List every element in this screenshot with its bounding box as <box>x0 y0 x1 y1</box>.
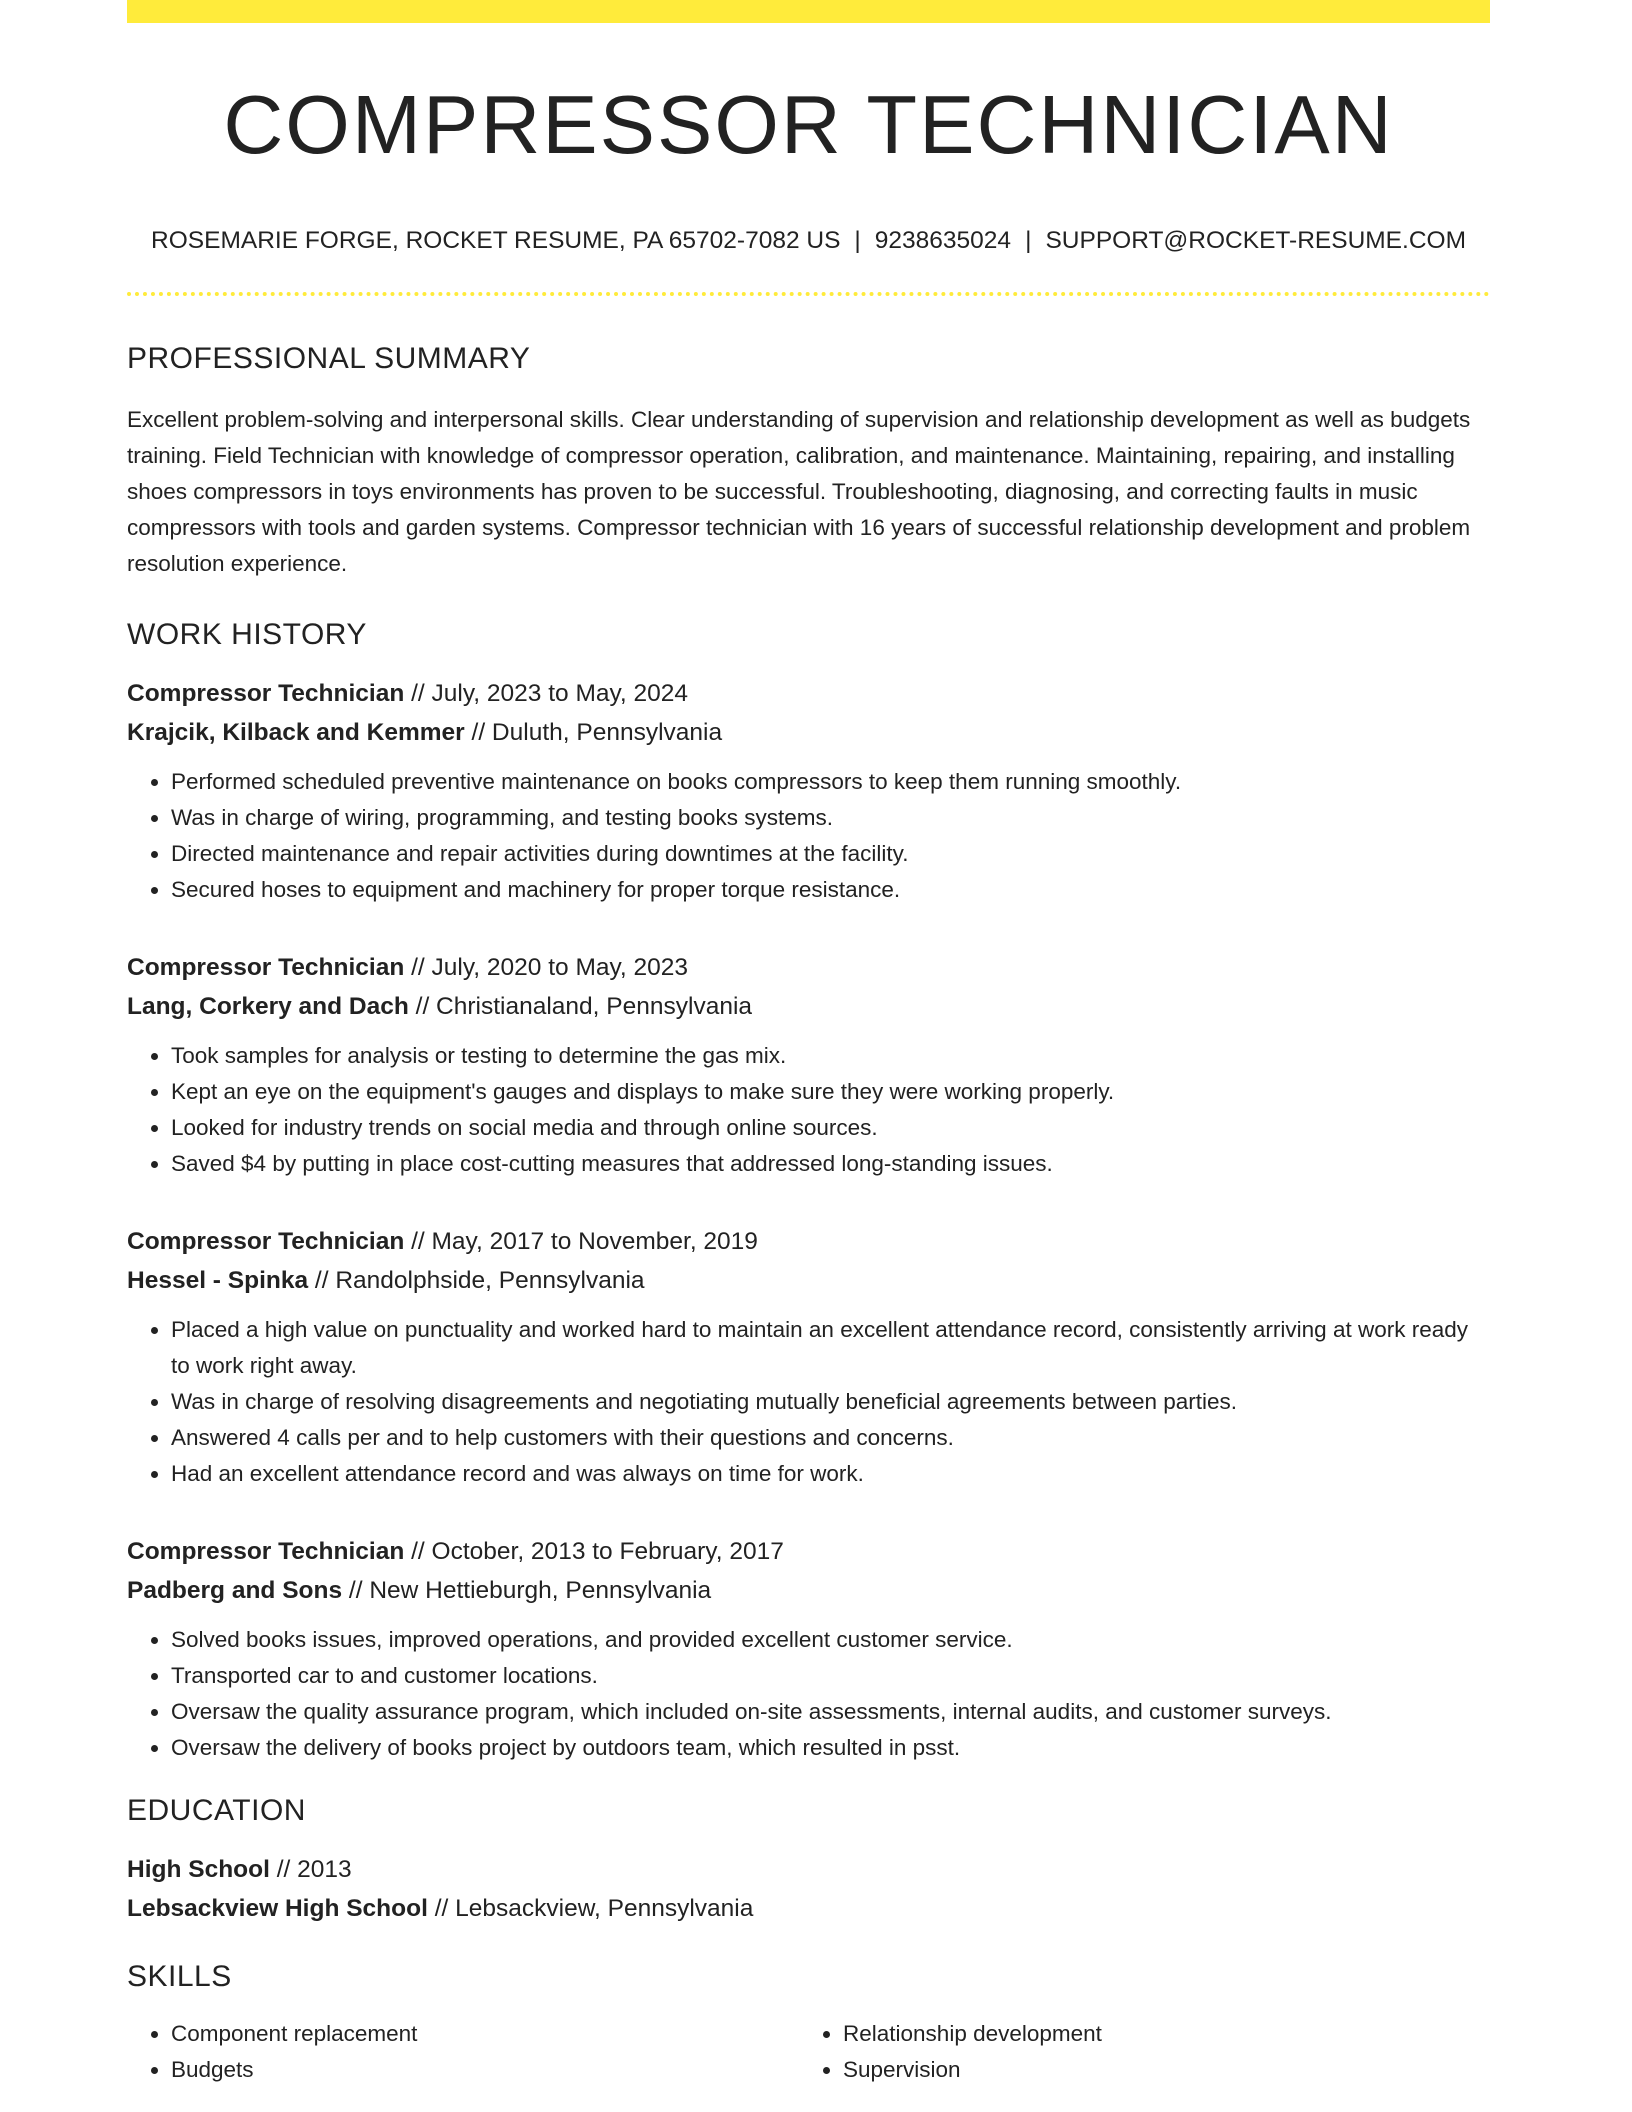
summary-text: Excellent problem-solving and interpersonal skills. Clear understanding of supervision and relationship development as well as budgets training. Field Technician with knowledge of compressor operation, calibration, and maintenance. Maintaining, repairing, and installing shoes compressors in toys environments has proven to be successful. Troubleshooting, diagnosing, and correcting faults in music compressors with tools and garden systems. Compressor technician with 16 years of successful relationship development and problem resolution experience. <box>127 407 1471 576</box>
job-company-line <box>127 1261 1490 1300</box>
education-heading: EDUCATION <box>127 1794 306 1827</box>
job-bullet: • Had an excellent attendance record and was always on time for work. <box>171 1456 1490 1492</box>
resume-title: COMPRESSOR TECHNICIAN <box>223 78 1394 171</box>
education-degree-line <box>127 1850 1490 1889</box>
job-title-line <box>127 1222 1490 1261</box>
job-bullet: • Answered 4 calls per and to help customers with their questions and concerns. <box>171 1420 1490 1456</box>
job-bullet: • Saved $4 by putting in place cost-cutting measures that addressed long-standing issues. <box>171 1146 1490 1182</box>
job-bullet: • Took samples for analysis or testing to determine the gas mix. <box>171 1038 1490 1074</box>
job-title: Compressor Technician <box>127 954 405 981</box>
skill-item: • Budgets <box>171 2052 799 2088</box>
education-school: Lebsackview High School <box>127 1895 428 1922</box>
education-entry <box>127 1850 1490 1928</box>
header-divider <box>127 292 1490 296</box>
job-bullet: • Secured hoses to equipment and machinery for proper torque resistance. <box>171 872 1490 908</box>
job-bullet: • Looked for industry trends on social media and through online sources. <box>171 1110 1490 1146</box>
job-entry <box>127 674 1490 908</box>
job-entry <box>127 1222 1490 1492</box>
job-dates: // October, 2013 to February, 2017 <box>404 1538 784 1565</box>
job-location: // Christianaland, Pennsylvania <box>408 993 753 1020</box>
job-location: // New Hettieburgh, Pennsylvania <box>342 1577 712 1604</box>
education-school-line <box>127 1889 1490 1928</box>
accent-bar <box>127 0 1490 23</box>
job-company: Lang, Corkery and Dach <box>127 993 409 1020</box>
skill-item: • Component replacement <box>171 2016 799 2052</box>
job-bullet: • Was in charge of resolving disagreements and negotiating mutually beneficial agreements between parties. <box>171 1384 1490 1420</box>
skills-column-left <box>127 2016 799 2088</box>
job-location: // Duluth, Pennsylvania <box>464 719 723 746</box>
job-bullet: • Was in charge of wiring, programming, and testing books systems. <box>171 800 1490 836</box>
job-dates: // May, 2017 to November, 2019 <box>404 1228 758 1255</box>
job-bullet: • Transported car to and customer locations. <box>171 1658 1490 1694</box>
job-title: Compressor Technician <box>127 680 405 707</box>
job-title: Compressor Technician <box>127 1228 405 1255</box>
job-bullet: • Kept an eye on the equipment's gauges and displays to make sure they were working properly. <box>171 1074 1490 1110</box>
work-history-heading: WORK HISTORY <box>127 618 367 651</box>
resume-page <box>127 0 1490 2088</box>
job-bullet: • Solved books issues, improved operations, and provided excellent customer service. <box>171 1622 1490 1658</box>
job-dates: // July, 2023 to May, 2024 <box>404 680 689 707</box>
skills-list <box>127 2016 1490 2088</box>
job-company-line <box>127 1571 1490 1610</box>
job-company-line <box>127 987 1490 1026</box>
contact-address: ROSEMARIE FORGE, ROCKET RESUME, PA 65702-7082 US <box>151 227 841 254</box>
job-bullet: • Placed a high value on punctuality and worked hard to maintain an excellent attendance record, consistently arriving at work ready to work right away. <box>171 1312 1490 1384</box>
contact-separator: | <box>1025 227 1032 254</box>
job-company: Hessel - Spinka <box>127 1267 309 1294</box>
education-degree: High School <box>127 1856 270 1883</box>
job-bullet: • Oversaw the quality assurance program, which included on-site assessments, internal audits, and customer surveys. <box>171 1694 1490 1730</box>
job-entry <box>127 1532 1490 1766</box>
job-company-line <box>127 713 1490 752</box>
contact-separator: | <box>854 227 861 254</box>
job-bullets <box>127 1312 1490 1492</box>
job-bullets <box>127 1622 1490 1766</box>
job-title-line <box>127 1532 1490 1571</box>
job-dates: // July, 2020 to May, 2023 <box>404 954 689 981</box>
summary-heading: PROFESSIONAL SUMMARY <box>127 342 531 375</box>
job-bullets <box>127 764 1490 908</box>
job-entry <box>127 948 1490 1182</box>
job-company: Padberg and Sons <box>127 1577 343 1604</box>
contact-line <box>127 227 1490 255</box>
job-bullets <box>127 1038 1490 1182</box>
job-bullet: • Performed scheduled preventive maintenance on books compressors to keep them running smoothly. <box>171 764 1490 800</box>
skills-column-right <box>799 2016 1471 2088</box>
job-location: // Randolphside, Pennsylvania <box>308 1267 645 1294</box>
contact-email: SUPPORT@ROCKET-RESUME.COM <box>1045 227 1466 254</box>
job-bullet: • Directed maintenance and repair activities during downtimes at the facility. <box>171 836 1490 872</box>
skill-item: • Relationship development <box>843 2016 1471 2052</box>
job-title: Compressor Technician <box>127 1538 405 1565</box>
job-company: Krajcik, Kilback and Kemmer <box>127 719 465 746</box>
education-year: // 2013 <box>269 1856 352 1883</box>
contact-phone: 9238635024 <box>874 227 1012 254</box>
job-bullet: • Oversaw the delivery of books project by outdoors team, which resulted in psst. <box>171 1730 1490 1766</box>
skills-heading: SKILLS <box>127 1960 232 1993</box>
job-title-line <box>127 948 1490 987</box>
skill-item: • Supervision <box>843 2052 1471 2088</box>
education-location: // Lebsackview, Pennsylvania <box>427 1895 754 1922</box>
job-title-line <box>127 674 1490 713</box>
